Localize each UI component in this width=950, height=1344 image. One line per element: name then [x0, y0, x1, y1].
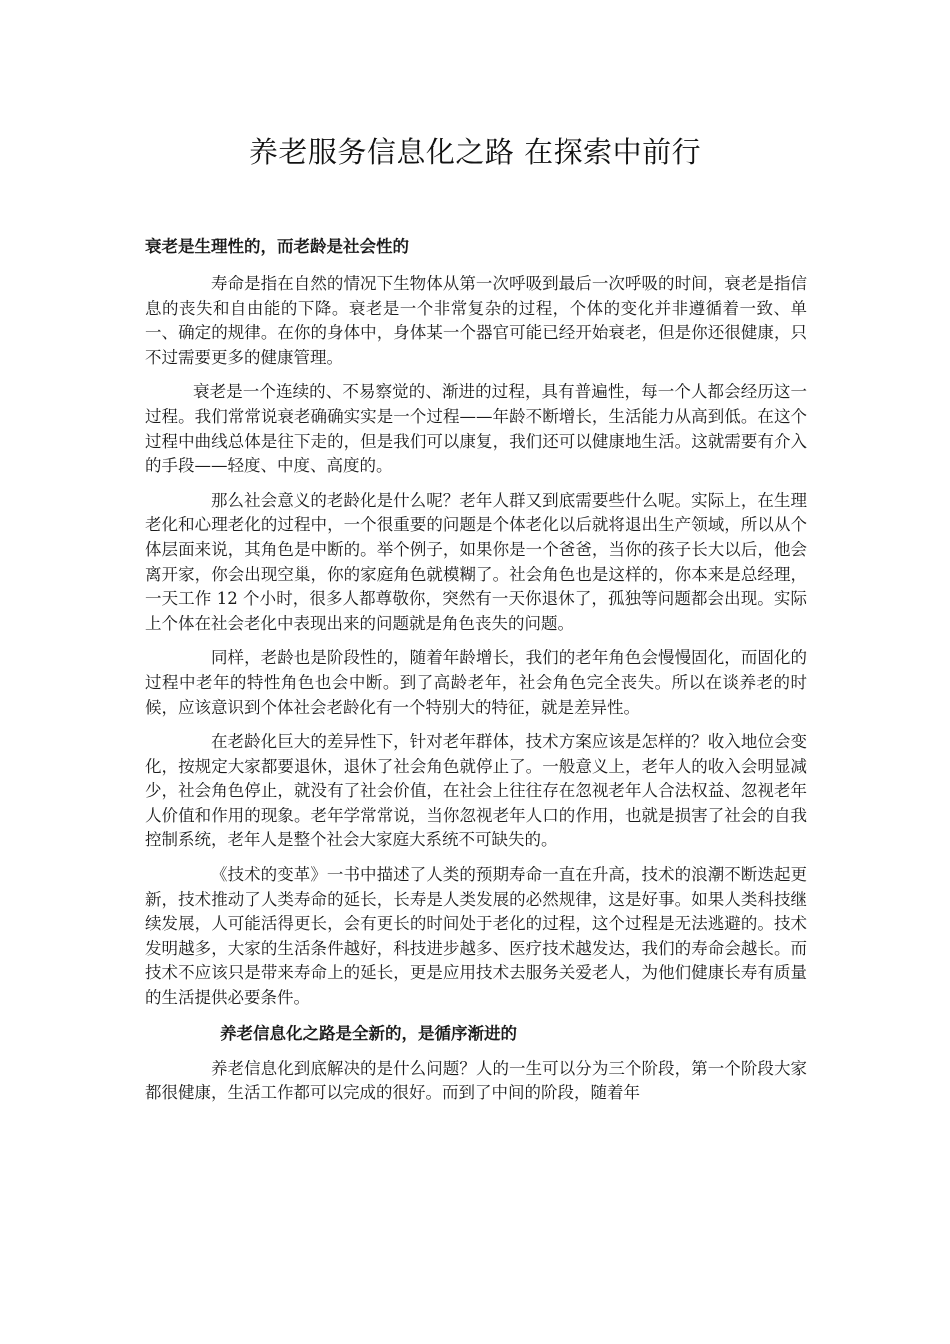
paragraph: 在老龄化巨大的差异性下，针对老年群体，技术方案应该是怎样的？收入地位会变化，按规定大家都要退休，退休了社会角色就停止了。一般意义上，老年人的收入会明显减少，社会角色停止，就没有了社会价值，在社会上往往存在忽视老年人合法权益、忽视老年人价值和作用的现象。老年学常常说，当你忽视老年人口的作用，也就是损害了社会的自我控制系统，老年人是整个社会大家庭大系统不可缺失的。 [145, 732, 807, 850]
paragraph: 寿命是指在自然的情况下生物体从第一次呼吸到最后一次呼吸的时间，衰老是指信息的丧失和自由能的下降。衰老是一个非常复杂的过程，个体的变化并非遵循着一致、单一、确定的规律。在你的身体中，身体某一个器官可能已经开始衰老，但是你还很健康，只不过需要更多的健康管理。 [145, 274, 807, 367]
section-heading: 养老信息化之路是全新的，是循序渐进的 [220, 1023, 517, 1043]
paragraph: 《技术的变革》一书中描述了人类的预期寿命一直在升高，技术的浪潮不断迭起更新，技术推动了人类寿命的延长，长寿是人类发展的必然规律，这是好事。如果人类科技继续发展，人可能活得更长，会有更长的时间处于老化的过程，这个过程是无法逃避的。技术发明越多，大家的生活条件越好，科技进步越多、医疗技术越发达，我们的寿命会越长。而技术不应该只是带来寿命上的延长，更是应用技术去服务关爱老人，为他们健康长寿有质量的生活提供必要条件。 [145, 865, 807, 1008]
paragraph: 衰老是一个连续的、不易察觉的、渐进的过程，具有普遍性，每一个人都会经历这一过程。我们常常说衰老确确实实是一个过程——年龄不断增长，生活能力从高到低。在这个过程中曲线总体是往下走的，但是我们可以康复，我们还可以健康地生活。这就需要有介入的手段——轻度、中度、高度的。 [145, 382, 807, 476]
paragraph: 养老信息化到底解决的是什么问题？人的一生可以分为三个阶段，第一个阶段大家都很健康，生活工作都可以完成的很好。而到了中间的阶段，随着年 [145, 1058, 807, 1103]
document-body [145, 234, 807, 1116]
section-heading: 衰老是生理性的，而老龄是社会性的 [145, 237, 409, 256]
paragraph: 同样，老龄也是阶段性的，随着年龄增长，我们的老年角色会慢慢固化，而固化的过程中老年的特性角色也会中断。到了高龄老年，社会角色完全丧失。所以在谈养老的时候，应该意识到个体社会老龄化有一个特别大的特征，就是差异性。 [145, 648, 807, 717]
paragraph: 那么社会意义的老龄化是什么呢？老年人群又到底需要些什么呢。实际上，在生理老化和心理老化的过程中，一个很重要的问题是个体老化以后就将退出生产领域，所以从个体层面来说，其角色是中断的。举个例子，如果你是一个爸爸，当你的孩子长大以后，他会离开家，你会出现空巢，你的家庭角色就模糊了。社会角色也是这样的，你本来是总经理，一天工作 12 个小时，很多人都尊敬你，突然有一天你退休了，孤独等问题都会出现。实际上个体在社会老化中表现出来的问题就是角色丧失的问题。 [145, 490, 807, 633]
document-title: 养老服务信息化之路 在探索中前行 [248, 135, 702, 169]
